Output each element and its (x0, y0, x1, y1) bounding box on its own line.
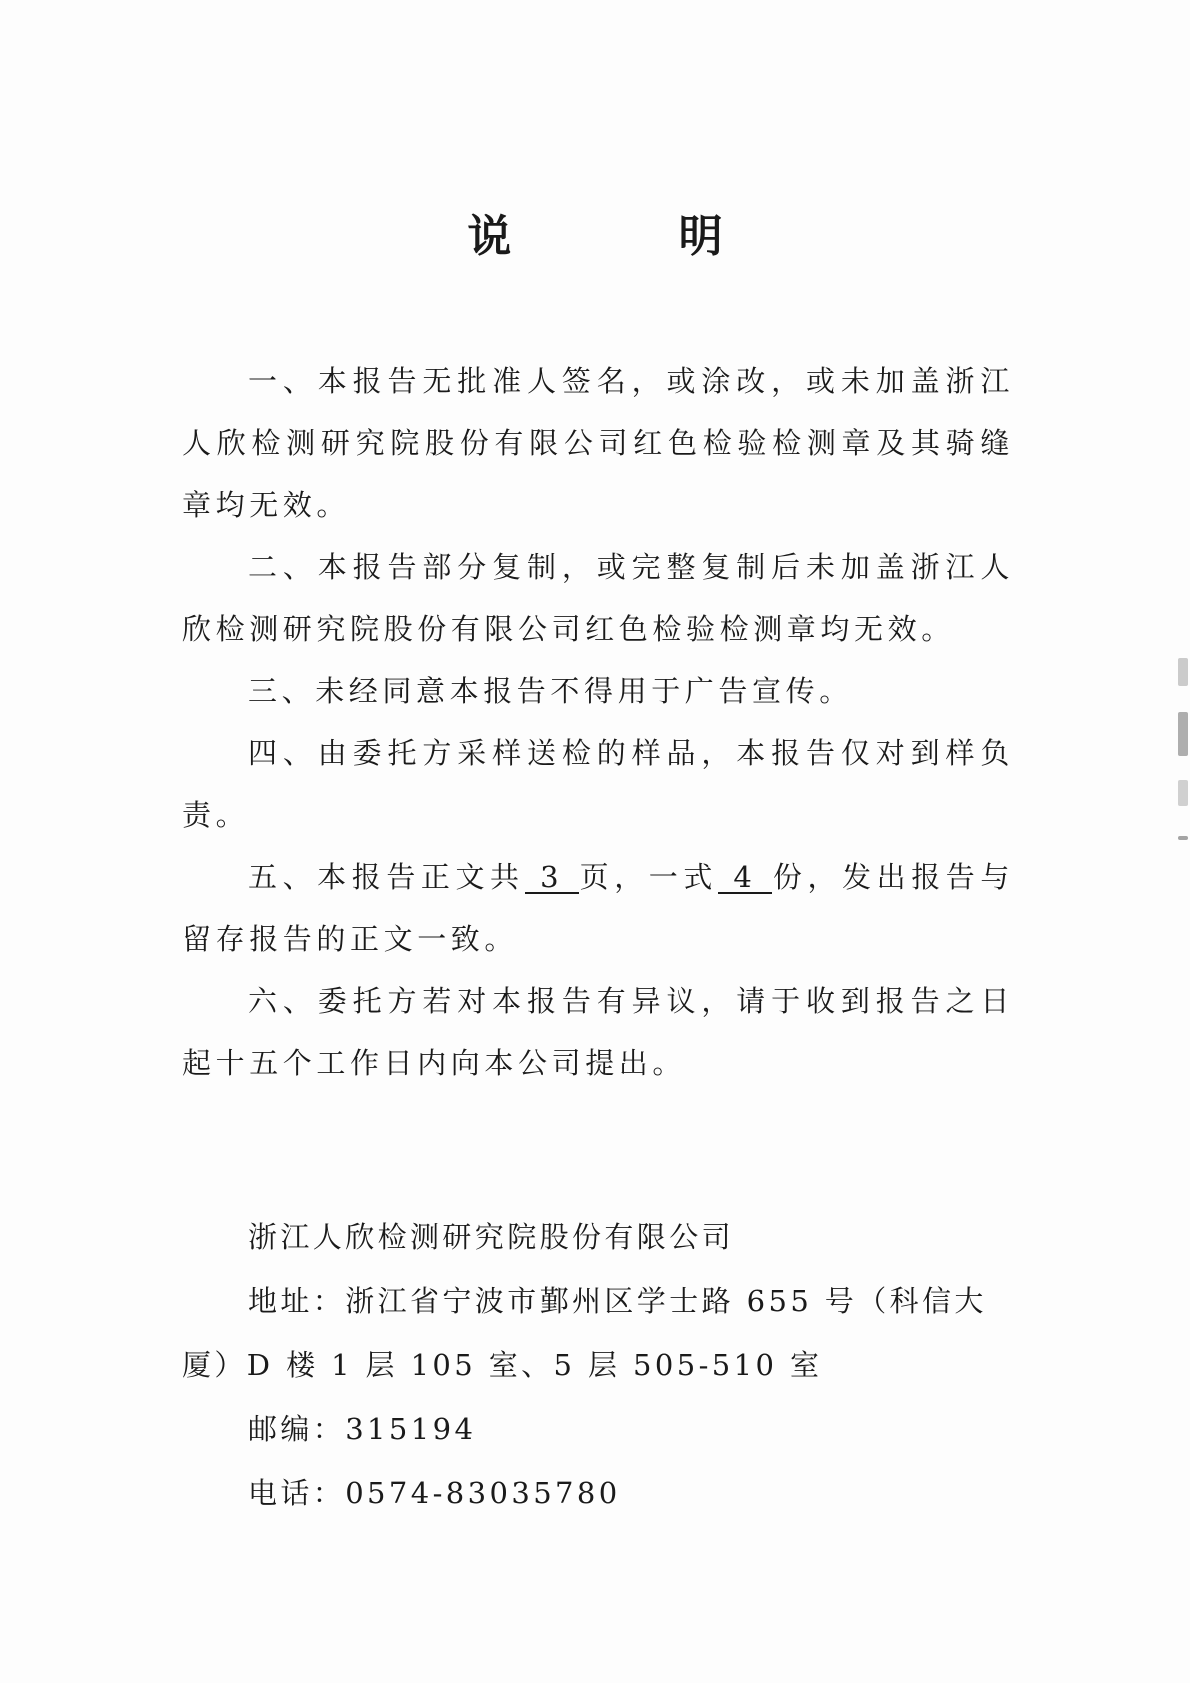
notice-item-6: 六、委托方若对本报告有异议，请于收到报告之日起十五个工作日内向本公司提出。 (182, 984, 1014, 1080)
notice-item-4: 四、由委托方采样送检的样品，本报告仅对到样负责。 (182, 736, 1014, 832)
company-postcode: 邮编：315194 (248, 1412, 477, 1446)
notice-item-5 (182, 846, 1014, 970)
notice-item-5-prefix: 五、本报告正文共 (248, 860, 525, 894)
notice-item-5-suffix: 份，发出报告与留存报告的正文一致。 (182, 860, 1014, 956)
company-info (182, 1205, 1022, 1525)
company-address: 地址：浙江省宁波市鄞州区学士路 655 号（科信大厦）D 楼 1 层 105 室、5 层 505-510 室 (182, 1284, 987, 1382)
company-phone: 电话：0574-83035780 (248, 1476, 621, 1510)
notice-body (182, 350, 1014, 1094)
page-count-value: 3 (525, 862, 579, 894)
company-name: 浙江人欣检测研究院股份有限公司 (248, 1220, 735, 1254)
notice-item-2: 二、本报告部分复制，或完整复制后未加盖浙江人欣检测研究院股份有限公司红色检验检测章均无效。 (182, 550, 1014, 646)
notice-item-5-middle: 页，一式 (578, 860, 718, 894)
notice-item-1: 一、本报告无批准人签名，或涂改，或未加盖浙江人欣检测研究院股份有限公司红色检验检测章及其骑缝章均无效。 (182, 364, 1014, 522)
seam-stamp-edge (1176, 650, 1190, 920)
notice-item-3: 三、未经同意本报告不得用于广告宣传。 (248, 674, 853, 708)
page-title: 说 明 (467, 211, 799, 262)
copy-count-value: 4 (718, 862, 772, 894)
